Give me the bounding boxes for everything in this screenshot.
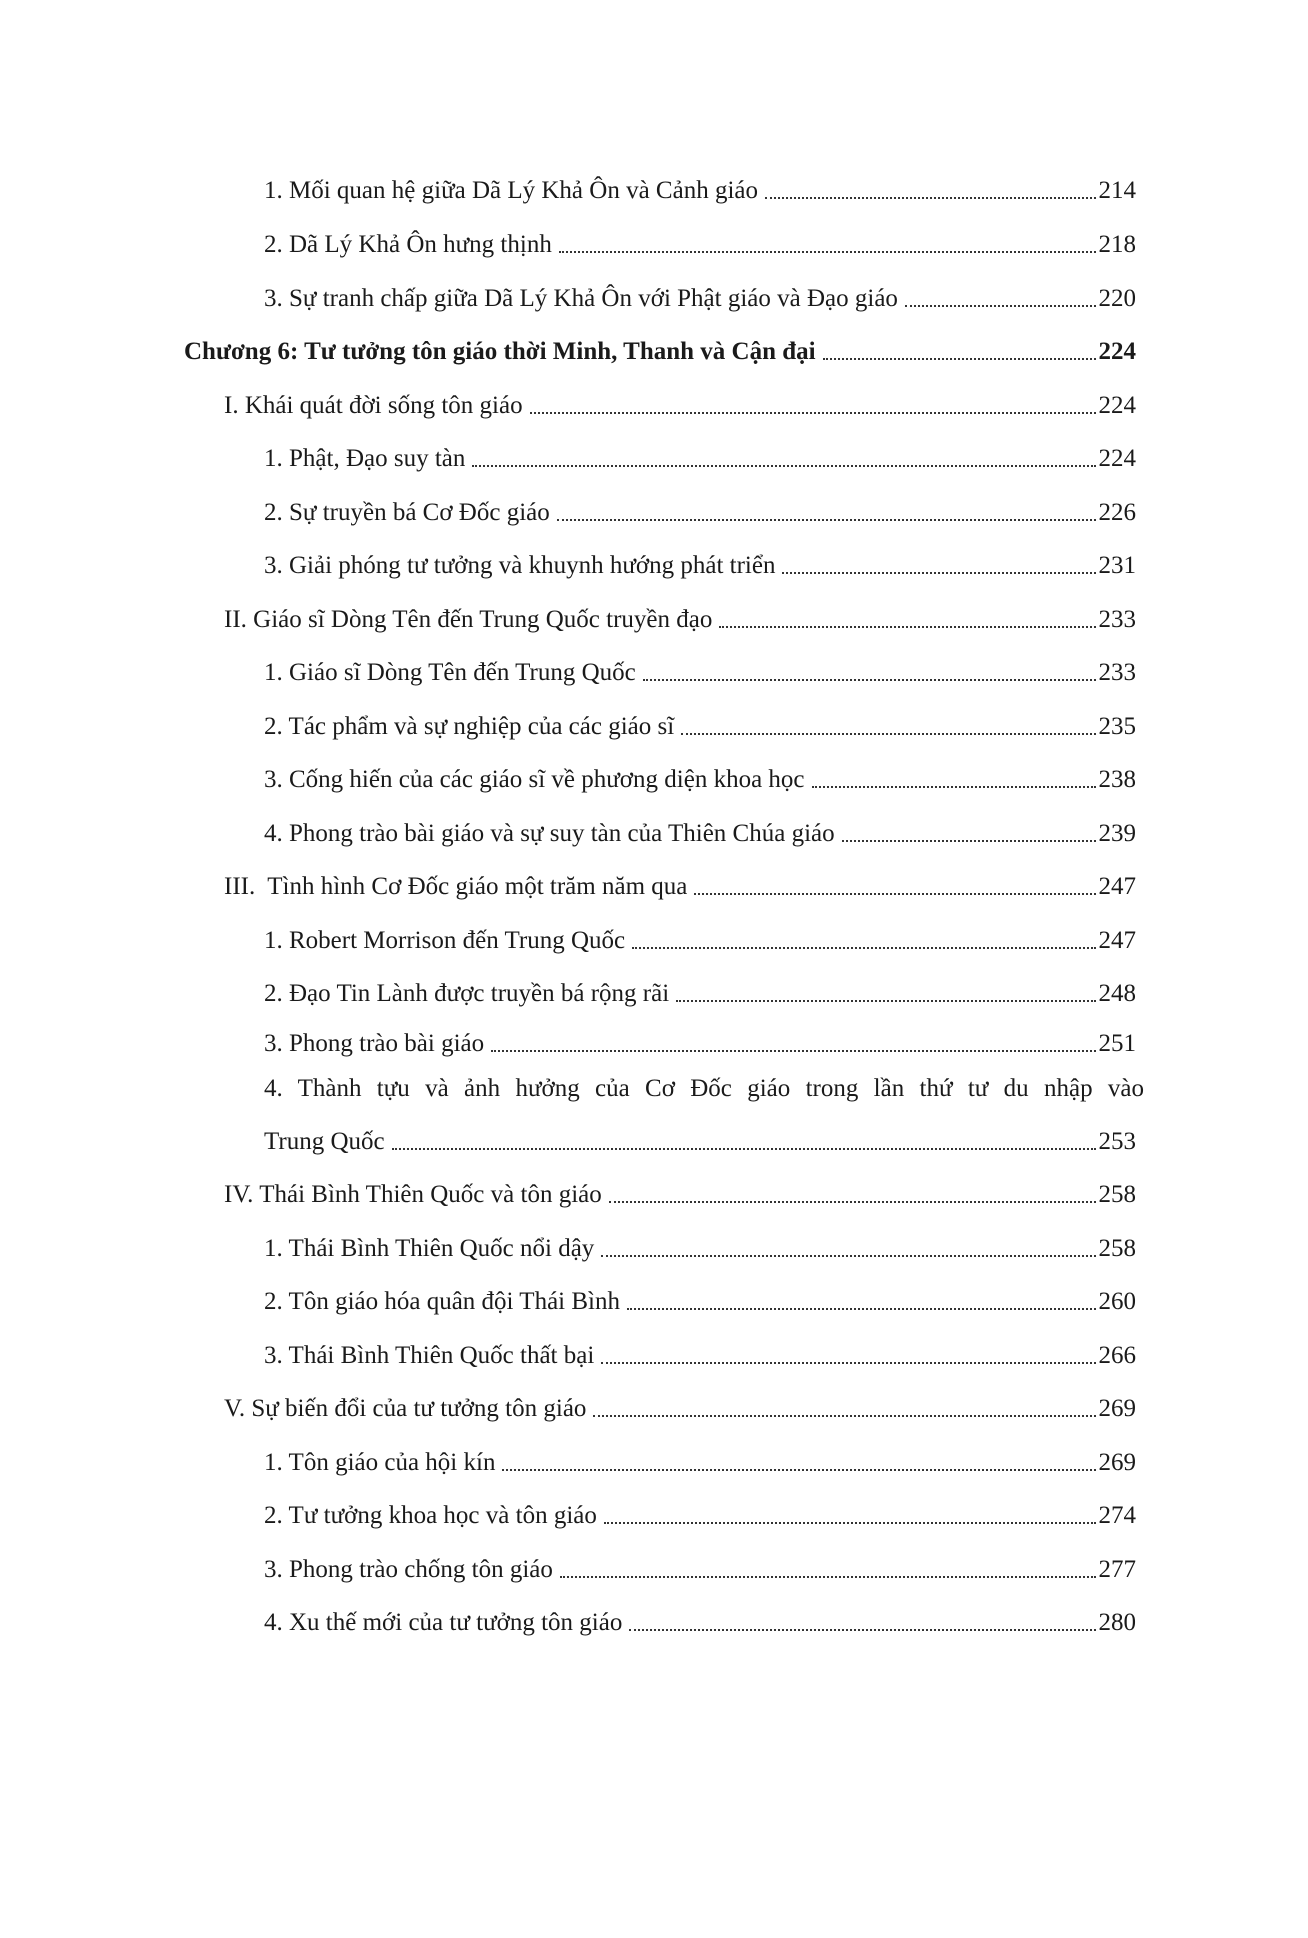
toc-entry-page: 226 bbox=[1098, 499, 1136, 526]
toc-entry-page: 253 bbox=[1098, 1128, 1136, 1155]
toc-entry-title: 1. Phật, Đạo suy tàn bbox=[264, 445, 466, 472]
toc-entry-title: 2. Sự truyền bá Cơ Đốc giáo bbox=[264, 499, 550, 526]
toc-entry-title: 1. Thái Bình Thiên Quốc nổi dậy bbox=[264, 1235, 595, 1262]
toc-entry[interactable] bbox=[264, 809, 1136, 849]
toc-section[interactable] bbox=[224, 381, 1136, 421]
toc-entry-page: 260 bbox=[1098, 1288, 1136, 1315]
toc-entry-title: 3. Phong trào bài giáo bbox=[264, 1030, 485, 1057]
toc-entry-title: 3. Thái Bình Thiên Quốc thất bại bbox=[264, 1342, 595, 1369]
toc-section[interactable] bbox=[224, 1170, 1136, 1210]
toc-entry-page: 239 bbox=[1098, 820, 1136, 847]
toc-entry-page: 258 bbox=[1098, 1235, 1136, 1262]
toc-entry-title: 2. Tôn giáo hóa quân đội Thái Bình bbox=[264, 1288, 620, 1315]
toc-entry-page: 251 bbox=[1098, 1030, 1136, 1057]
toc-entry-title: III. Tình hình Cơ Đốc giáo một trăm năm qua bbox=[224, 873, 688, 900]
dot-leader bbox=[765, 196, 1096, 199]
toc-entry-title: 3. Sự tranh chấp giữa Dã Lý Khả Ôn với Phật giáo và Đạo giáo bbox=[264, 285, 898, 312]
toc-entry[interactable] bbox=[264, 755, 1136, 795]
toc-entry-page: 220 bbox=[1098, 285, 1136, 312]
toc-entry-page: 224 bbox=[1098, 445, 1136, 472]
toc-entry[interactable] bbox=[264, 434, 1136, 474]
toc-entry[interactable] bbox=[264, 541, 1136, 581]
toc-entry-title: 1. Giáo sĩ Dòng Tên đến Trung Quốc bbox=[264, 659, 636, 686]
toc-entry-title: 4. Xu thế mới của tư tưởng tôn giáo bbox=[264, 1609, 623, 1636]
dot-leader bbox=[694, 892, 1095, 895]
toc-entry-title: 3. Cống hiến của các giáo sĩ về phương diện khoa học bbox=[264, 766, 805, 793]
toc-entry-title: II. Giáo sĩ Dòng Tên đến Trung Quốc truyền đạo bbox=[224, 606, 713, 633]
toc-entry-page: 218 bbox=[1098, 231, 1136, 258]
toc-entry-title: Trung Quốc bbox=[264, 1128, 385, 1155]
toc-entry-page: 231 bbox=[1098, 552, 1136, 579]
dot-leader bbox=[502, 1468, 1095, 1471]
toc-entry-page: 277 bbox=[1098, 1556, 1136, 1583]
toc-entry-page: 258 bbox=[1098, 1181, 1136, 1208]
toc-entry-page: 235 bbox=[1098, 713, 1136, 740]
toc-entry-title: 2. Dã Lý Khả Ôn hưng thịnh bbox=[264, 231, 552, 258]
toc-entry[interactable] bbox=[264, 1545, 1136, 1585]
dot-leader bbox=[560, 1575, 1096, 1578]
dot-leader bbox=[643, 678, 1096, 681]
toc-section[interactable] bbox=[224, 862, 1136, 902]
toc-entry-title: 1. Mối quan hệ giữa Dã Lý Khả Ôn và Cảnh giáo bbox=[264, 177, 758, 204]
dot-leader bbox=[559, 250, 1096, 253]
toc-entry-title: Chương 6: Tư tưởng tôn giáo thời Minh, Thanh và Cận đại bbox=[184, 338, 816, 365]
dot-leader bbox=[557, 518, 1096, 521]
toc-entry-page: 214 bbox=[1098, 177, 1136, 204]
dot-leader bbox=[530, 411, 1096, 414]
toc-entry-page: 224 bbox=[1098, 392, 1136, 419]
dot-leader bbox=[842, 839, 1096, 842]
toc-entry-first-line[interactable]: 4. Thành tựu và ảnh hưởng của Cơ Đốc giáo trong lần thứ tư du nhập vào bbox=[264, 1075, 1144, 1102]
dot-leader bbox=[593, 1414, 1095, 1417]
dot-leader bbox=[629, 1628, 1095, 1631]
toc-entry-title: I. Khái quát đời sống tôn giáo bbox=[224, 392, 523, 419]
toc-entry[interactable] bbox=[264, 1598, 1136, 1638]
toc-entry[interactable] bbox=[264, 1438, 1136, 1478]
toc-entry-title: IV. Thái Bình Thiên Quốc và tôn giáo bbox=[224, 1181, 602, 1208]
dot-leader bbox=[604, 1521, 1096, 1524]
toc-chapter-heading[interactable] bbox=[184, 327, 1136, 367]
toc-entry-page: 233 bbox=[1098, 659, 1136, 686]
dot-leader bbox=[676, 999, 1095, 1002]
toc-entry-title: 1. Robert Morrison đến Trung Quốc bbox=[264, 927, 626, 954]
dot-leader bbox=[472, 464, 1095, 467]
dot-leader bbox=[392, 1147, 1096, 1150]
toc-entry-page: 247 bbox=[1098, 873, 1136, 900]
toc-entry-page: 248 bbox=[1098, 980, 1136, 1007]
toc-section[interactable] bbox=[224, 1384, 1136, 1424]
toc-entry[interactable] bbox=[264, 1277, 1136, 1317]
toc-entry[interactable] bbox=[264, 1331, 1136, 1371]
toc-entry[interactable] bbox=[264, 166, 1136, 206]
toc-entry-title: 3. Giải phóng tư tưởng và khuynh hướng phát triển bbox=[264, 552, 776, 579]
toc-entry[interactable] bbox=[264, 1117, 1136, 1157]
dot-leader bbox=[627, 1307, 1096, 1310]
toc-entry-page: 269 bbox=[1098, 1395, 1136, 1422]
dot-leader bbox=[601, 1254, 1095, 1257]
dot-leader bbox=[782, 571, 1095, 574]
toc-entry[interactable] bbox=[264, 488, 1136, 528]
toc-entry[interactable] bbox=[264, 1019, 1136, 1059]
toc-entry[interactable] bbox=[264, 220, 1136, 260]
toc-entry-page: 266 bbox=[1098, 1342, 1136, 1369]
toc-entry-title: 2. Đạo Tin Lành được truyền bá rộng rãi bbox=[264, 980, 670, 1007]
toc-entry-title: 2. Tác phẩm và sự nghiệp của các giáo sĩ bbox=[264, 713, 675, 740]
dot-leader bbox=[681, 732, 1095, 735]
toc-entry-page: 247 bbox=[1098, 927, 1136, 954]
toc-entry[interactable] bbox=[264, 702, 1136, 742]
toc-entry-page: 280 bbox=[1098, 1609, 1136, 1636]
toc-entry-page: 274 bbox=[1098, 1502, 1136, 1529]
dot-leader bbox=[823, 357, 1096, 360]
dot-leader bbox=[609, 1200, 1096, 1203]
toc-entry-page: 238 bbox=[1098, 766, 1136, 793]
toc-entry-title: 2. Tư tưởng khoa học và tôn giáo bbox=[264, 1502, 597, 1529]
toc-section[interactable] bbox=[224, 595, 1136, 635]
toc-entry-title: 3. Phong trào chống tôn giáo bbox=[264, 1556, 553, 1583]
toc-entry[interactable] bbox=[264, 274, 1136, 314]
toc-entry-title: 4. Phong trào bài giáo và sự suy tàn của Thiên Chúa giáo bbox=[264, 820, 835, 847]
toc-entry[interactable] bbox=[264, 1491, 1136, 1531]
toc-entry-title: 1. Tôn giáo của hội kín bbox=[264, 1449, 496, 1476]
toc-entry[interactable] bbox=[264, 969, 1136, 1009]
dot-leader bbox=[812, 785, 1096, 788]
toc-entry[interactable] bbox=[264, 1224, 1136, 1264]
dot-leader bbox=[905, 304, 1096, 307]
toc-entry[interactable] bbox=[264, 648, 1136, 688]
dot-leader bbox=[632, 946, 1095, 949]
toc-entry-title: V. Sự biến đổi của tư tưởng tôn giáo bbox=[224, 1395, 587, 1422]
toc-entry-page: 269 bbox=[1098, 1449, 1136, 1476]
dot-leader bbox=[601, 1361, 1095, 1364]
dot-leader bbox=[491, 1049, 1095, 1052]
toc-entry-page: 224 bbox=[1098, 338, 1136, 365]
toc-entry-page: 233 bbox=[1098, 606, 1136, 633]
dot-leader bbox=[719, 625, 1095, 628]
toc-entry[interactable] bbox=[264, 916, 1136, 956]
